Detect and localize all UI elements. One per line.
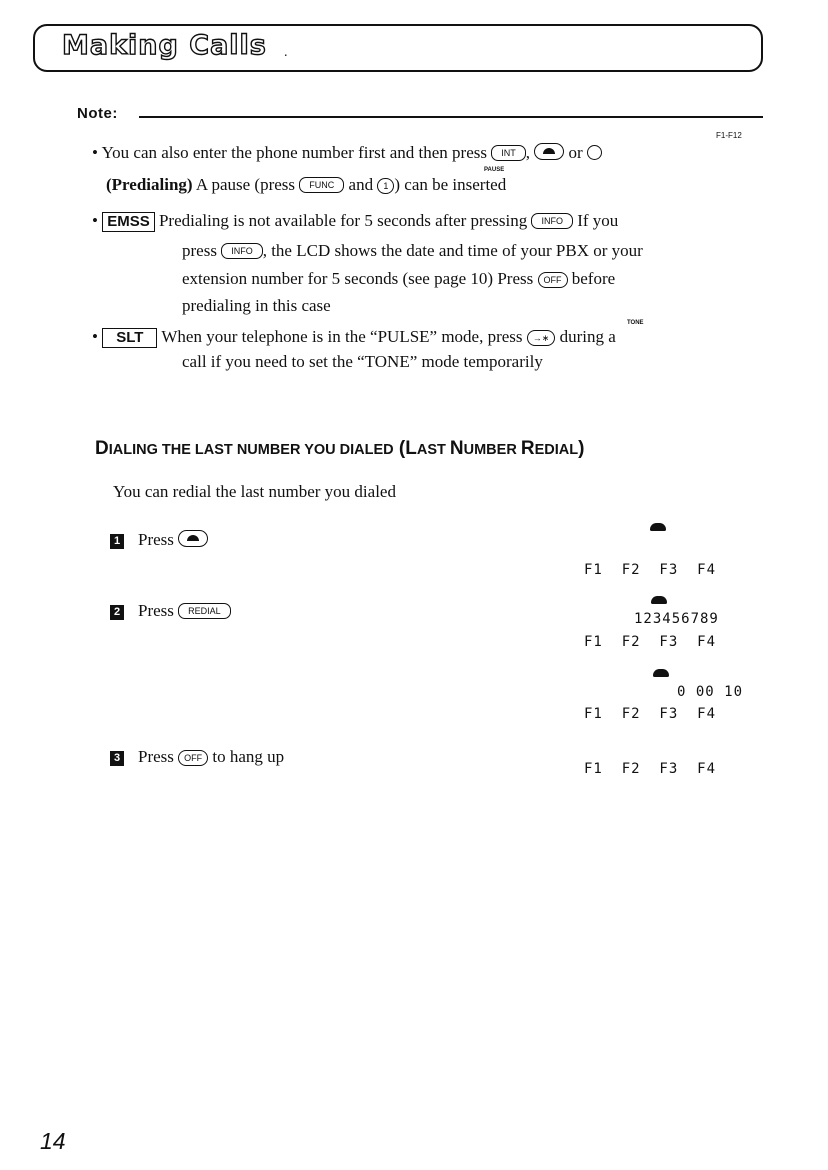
off-key: OFF bbox=[538, 272, 568, 288]
note-bullet-2-line-1: • EMSS Predialing is not available for 5 seconds after pressing INFO If you bbox=[92, 211, 619, 230]
lcd-timer: 0 00 10 bbox=[677, 684, 744, 700]
handset-icon bbox=[653, 669, 669, 677]
int-key: INT bbox=[491, 145, 526, 161]
slt-tag: SLT bbox=[102, 328, 157, 348]
one-key: 1 bbox=[377, 178, 394, 194]
lcd-number: 123456789 bbox=[634, 611, 719, 627]
note-bullet-3-line-2: call if you need to set the “TONE” mode temporarily bbox=[182, 352, 543, 371]
redial-key: REDIAL bbox=[178, 603, 231, 619]
lcd-softkeys-3: F1 F2 F3 F4 bbox=[584, 706, 717, 722]
note-bullet-2-line-4: predialing in this case bbox=[182, 296, 331, 315]
step-number: 1 bbox=[110, 534, 124, 549]
fkey-label: F1-F12 bbox=[716, 131, 742, 140]
page-number: 14 bbox=[40, 1128, 66, 1154]
handset-icon bbox=[651, 596, 667, 604]
pause-label: PAUSE bbox=[484, 167, 505, 173]
note-bullet-2-line-2: press INFO , the LCD shows the date and time of your PBX or your bbox=[182, 241, 643, 260]
lcd-softkeys-4: F1 F2 F3 F4 bbox=[584, 761, 717, 777]
fkey-circle-icon bbox=[587, 145, 602, 160]
title-dot: . bbox=[284, 45, 288, 60]
lcd-softkeys-1: F1 F2 F3 F4 bbox=[584, 562, 717, 578]
tone-label: TONE bbox=[627, 320, 644, 326]
step-number: 2 bbox=[110, 605, 124, 620]
section-heading: DIALING THE LAST NUMBER YOU DIALED (LAST NUMBER REDIAL) bbox=[95, 438, 585, 459]
note-bullet-1-line-2: (Predialing) A pause (press FUNC and 1 ) can be inserted bbox=[106, 175, 507, 194]
handset-key-icon bbox=[534, 143, 564, 160]
step-2: 2 Press REDIAL bbox=[110, 597, 231, 625]
func-key: FUNC bbox=[299, 177, 344, 193]
step-1: 1 Press bbox=[110, 526, 208, 554]
note-bullet-2-line-3: extension number for 5 seconds (see page 10) Press OFF before bbox=[182, 269, 616, 288]
step-number: 3 bbox=[110, 751, 124, 766]
note-bullet-3-line-1: • SLT When your telephone is in the “PULSE” mode, press →∗ during a bbox=[92, 327, 616, 346]
emss-tag: EMSS bbox=[102, 212, 155, 232]
note-rule bbox=[139, 116, 763, 118]
note-label: Note: bbox=[77, 105, 118, 122]
tone-key: →∗ bbox=[527, 330, 556, 346]
section-intro: You can redial the last number you dialed bbox=[113, 482, 396, 501]
handset-key-icon bbox=[178, 530, 208, 547]
handset-icon bbox=[650, 523, 666, 531]
off-key: OFF bbox=[178, 750, 208, 766]
info-key: INFO bbox=[531, 213, 573, 229]
lcd-softkeys-2: F1 F2 F3 F4 bbox=[584, 634, 717, 650]
page-title: Making Calls bbox=[62, 30, 267, 61]
info-key-2: INFO bbox=[221, 243, 263, 259]
note-bullet-1-line-1: • You can also enter the phone number first and then press INT , or bbox=[92, 139, 602, 167]
step-3: 3 Press OFF to hang up bbox=[110, 743, 284, 771]
